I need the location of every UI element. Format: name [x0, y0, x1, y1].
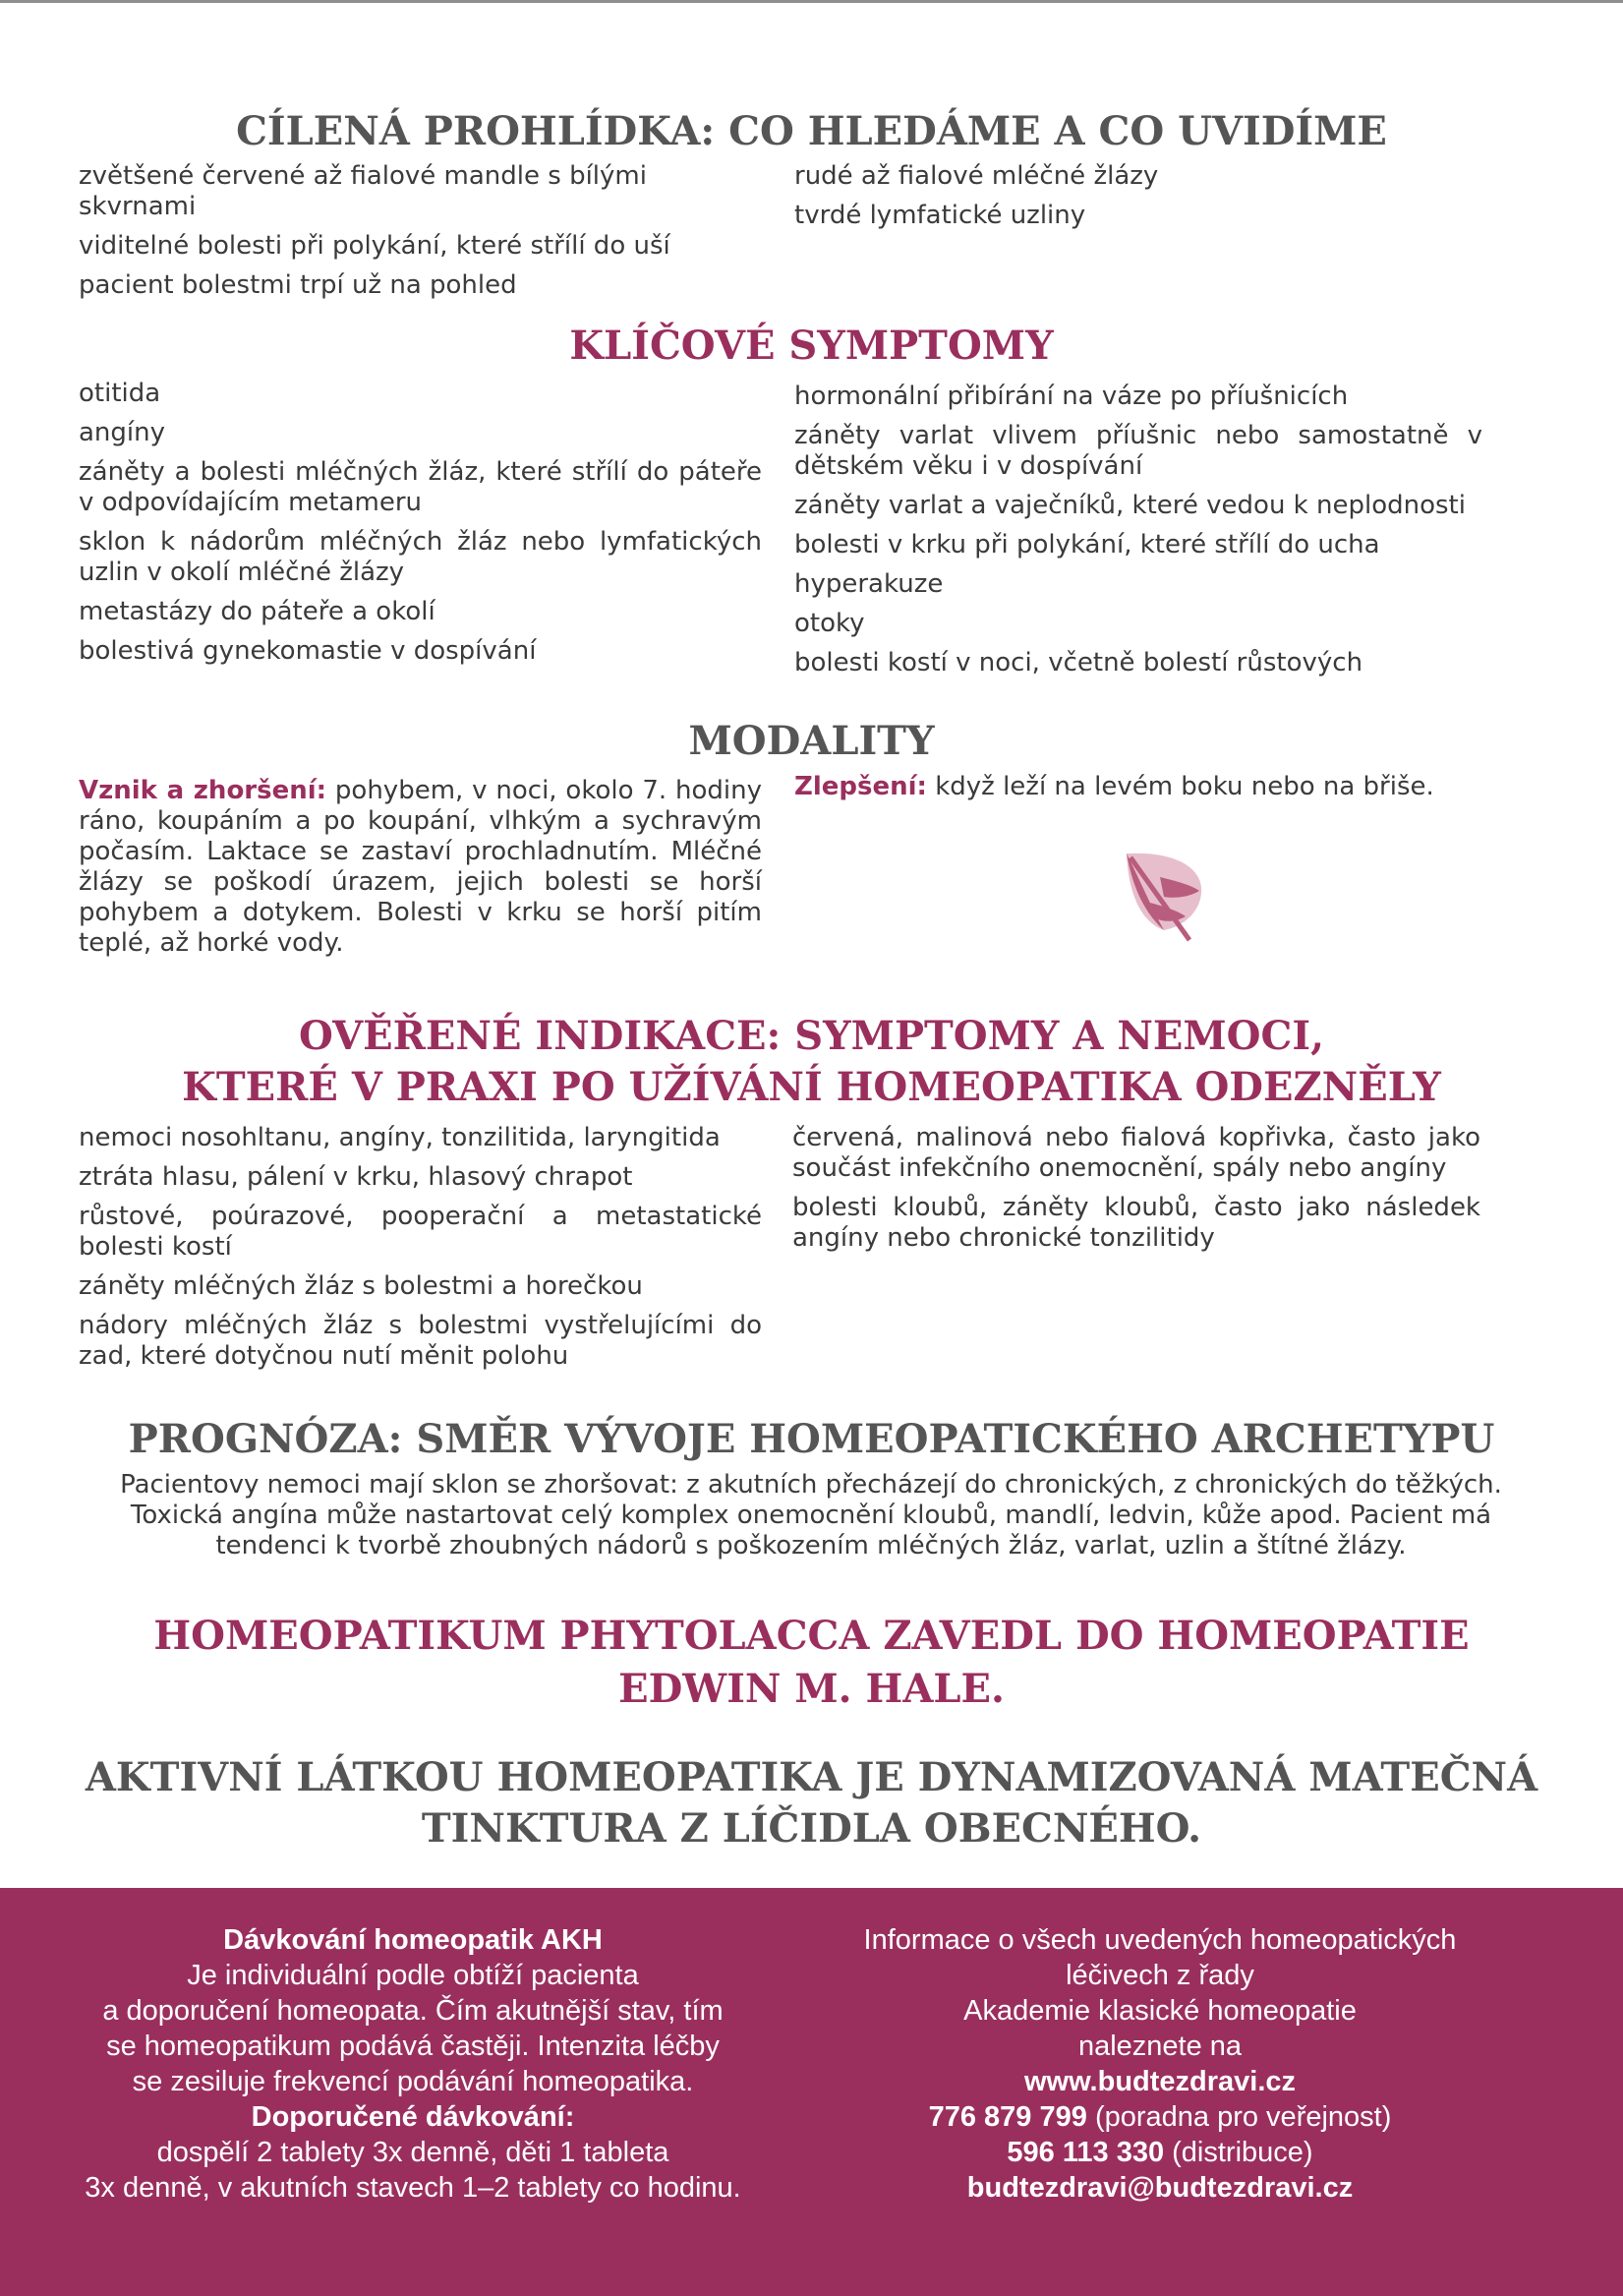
list-item: zvětšené červené až fialové mandle s bílými skvrnami — [79, 161, 647, 221]
list-item: hormonální přibírání na váze po příušnicích — [794, 382, 1349, 411]
list-item: otoky — [794, 609, 865, 638]
list-item: pacient bolestmi trpí už na pohled — [79, 270, 517, 300]
dosage-line: a doporučení homeopata. Čím akutnější stav, tím — [102, 1995, 724, 2027]
phone-distribution-note: (distribuce) — [1164, 2137, 1313, 2168]
leaf-logo-icon — [1121, 848, 1209, 942]
list-item: záněty varlat vlivem příušnic nebo samostatně v dětském věku i v dospívání — [794, 421, 1482, 481]
statement-origin-line1: HOMEOPATIKUM PHYTOLACCA ZAVEDL DO HOMEOPATIE — [153, 1613, 1470, 1659]
dosage-line: se homeopatikum podává častěji. Intenzita léčby — [106, 2031, 720, 2062]
key-symptoms-right-list — [794, 382, 1482, 687]
modality-worse-paragraph — [79, 776, 762, 959]
list-item: bolesti kloubů, záněty kloubů, často jako následek angíny nebo chronické tonzilitidy — [792, 1193, 1480, 1253]
phone-public-note: (poradna pro veřejnost) — [1086, 2101, 1392, 2133]
dosage-line: dospělí 2 tablety 3x denně, děti 1 tableta — [156, 2137, 669, 2168]
info-line: Akademie klasické homeopatie — [963, 1995, 1357, 2027]
list-item: rudé až fialové mléčné žlázy — [794, 161, 1159, 191]
dosage-line: se zesiluje frekvencí podávání homeopatika. — [132, 2066, 694, 2097]
info-line: Informace o všech uvedených homeopatických — [863, 1924, 1457, 1956]
scan-top-edge — [0, 0, 1623, 3]
section-title-indications-line1: OVĚŘENÉ INDIKACE: SYMPTOMY A NEMOCI, — [298, 1013, 1324, 1059]
statement-origin-line2: EDWIN M. HALE. — [618, 1666, 1005, 1712]
list-item: červená, malinová nebo fialová kopřivka, často jako součást infekčního onemocnění, spály nebo angíny — [792, 1123, 1480, 1183]
website-link[interactable]: www.budtezdravi.cz — [1023, 2066, 1297, 2097]
section-title-examination: CÍLENÁ PROHLÍDKA: CO HLEDÁME A CO UVIDÍME — [236, 108, 1387, 154]
list-item: tvrdé lymfatické uzliny — [794, 201, 1086, 230]
dosage-heading: Dávkování homeopatik AKH — [223, 1924, 603, 1956]
list-item: hyperakuze — [794, 569, 944, 599]
dosage-line: 3x denně, v akutních stavech 1–2 tablety co hodinu. — [85, 2172, 741, 2204]
indications-left-list — [79, 1123, 762, 1381]
list-item: bolestivá gynekomastie v dospívání — [79, 636, 537, 666]
list-item: nemoci nosohltanu, angíny, tonzilitida, laryngitida — [79, 1123, 721, 1152]
phone-line-public — [777, 2099, 1543, 2135]
modality-better-text: když leží na levém boku nebo na břiše. — [926, 772, 1434, 801]
key-symptoms-left-list — [79, 379, 762, 676]
footer-info-column — [777, 1922, 1543, 2206]
examination-left-list — [79, 161, 767, 310]
info-line: naleznete na — [1077, 2031, 1243, 2062]
prognosis-paragraph: Pacientovy nemoci mají sklon se zhoršovat: z akutních přecházejí do chronických, z chronických do těžkých. Toxická angína může nastartovat celý komplex onemocnění kloubů, mandlí, ledvin, kůže apod. Pacient má tendenci k tvorbě zhoubných nádorů s poškozením mléčných žláz, varlat, uzlin a štítné žlázy. — [120, 1470, 1502, 1560]
list-item: viditelné bolesti při polykání, které střílí do uší — [79, 231, 670, 261]
list-item: záněty a bolesti mléčných žláz, které střílí do páteře v odpovídajícím metameru — [79, 457, 762, 517]
modality-worse-label: Vznik a zhoršení: — [79, 776, 327, 805]
footer-dosage-column — [59, 1922, 767, 2206]
list-item: bolesti v krku při polykání, které střílí do ucha — [794, 530, 1380, 559]
list-item: metastázy do páteře a okolí — [79, 597, 435, 626]
statement-substance-line1: AKTIVNÍ LÁTKOU HOMEOPATIKA JE DYNAMIZOVANÁ MATEČNÁ — [85, 1754, 1538, 1800]
section-title-prognosis: PROGNÓZA: SMĚR VÝVOJE HOMEOPATICKÉHO ARCHETYPU — [128, 1416, 1495, 1462]
examination-right-list — [794, 161, 1482, 240]
section-title-indications-line2: KTERÉ V PRAXI PO UŽÍVÁNÍ HOMEOPATIKA ODEZNĚLY — [182, 1064, 1441, 1110]
list-item: záněty mléčných žláz s bolestmi a horečkou — [79, 1271, 643, 1301]
list-item: ztráta hlasu, pálení v krku, hlasový chrapot — [79, 1162, 633, 1192]
list-item: otitida — [79, 379, 161, 408]
modality-better-paragraph — [794, 772, 1502, 802]
phone-line-distribution — [777, 2135, 1543, 2170]
list-item: angíny — [79, 418, 166, 447]
phone-public[interactable]: 776 879 799 — [928, 2101, 1087, 2133]
phone-distribution[interactable]: 596 113 330 — [1007, 2137, 1165, 2168]
recommended-dosage-heading: Doporučené dávkování: — [251, 2101, 575, 2133]
list-item: růstové, poúrazové, pooperační a metastatické bolesti kostí — [79, 1202, 762, 1262]
section-title-key-symptoms: KLÍČOVÉ SYMPTOMY — [569, 323, 1054, 369]
list-item: nádory mléčných žláz s bolestmi vystřelujícími do zad, které dotyčnou nutí měnit polohu — [79, 1311, 762, 1371]
indications-right-list — [792, 1123, 1480, 1263]
info-line: léčivech z řady — [1066, 1960, 1254, 1991]
email-link[interactable]: budtezdravi@budtezdravi.cz — [966, 2172, 1354, 2204]
dosage-line: Je individuální podle obtíží pacienta — [187, 1960, 639, 1991]
list-item: sklon k nádorům mléčných žláz nebo lymfatických uzlin v okolí mléčné žlázy — [79, 527, 762, 587]
modality-worse-text: pohybem, v noci, okolo 7. hodiny ráno, koupáním a po koupání, vlhkým a sychravým počasím. Laktace se zastaví prochladnutím. Mléčné žlázy se poškodí úrazem, jejich bolesti se horší pohybem a dotykem. Bolesti v krku se horší pitím teplé, až horké vody. — [79, 776, 762, 958]
section-title-modality: MODALITY — [688, 718, 935, 764]
statement-substance-line2: TINKTURA Z LÍČIDLA OBECNÉHO. — [421, 1805, 1202, 1852]
footer-band — [0, 1888, 1623, 2296]
list-item: bolesti kostí v noci, včetně bolestí růstových — [794, 648, 1363, 677]
list-item: záněty varlat a vaječníků, které vedou k neplodnosti — [794, 491, 1466, 520]
modality-better-label: Zlepšení: — [794, 772, 927, 801]
